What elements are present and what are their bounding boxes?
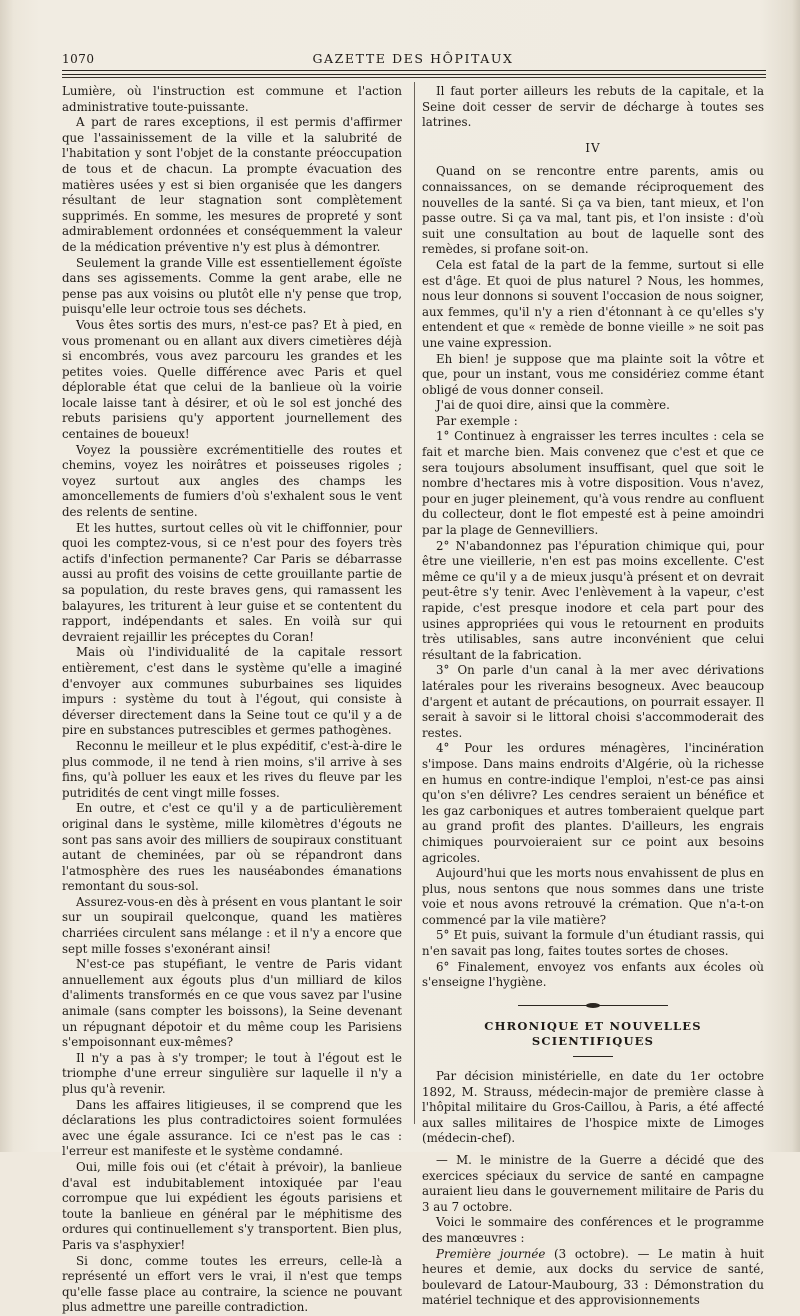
paragraph: J'ai de quoi dire, ainsi que la commère. [436,398,670,413]
paragraph: Et les huttes, surtout celles où vit le chiffonnier, pour quoi les comptez-vous, si ce n'est pour des foyers très actifs d'infection permanente? Car Paris se débarrasse aussi au profit des voisins de cette grouillante partie de sa population, du reste braves gens, qui ramassent les balayures, les triturent à leur guise et se contentent du rapport, indépendants et sales. En voilà sur qui devraient rejaillir les préceptes du Coran! [62,520,402,644]
paragraph: Reconnu le meilleur et le plus expéditif, c'est-à-dire le plus commode, il ne tend à rien moins, s'il arrive à ses fins, qu'à polluer les eaux et les rives du fleuve par les putridités de cent vingt mille fosses. [62,738,402,800]
header-double-rule [62,70,766,75]
paragraph: Voyez la poussière excrémentitielle des routes et chemins, voyez les noirâtres et poisseuses rigoles ; voyez surtout aux angles des champs les amoncellements de fumiers d'où s'exhalent sous le vent des relents de sentine. [62,442,402,520]
paragraph: N'est-ce pas stupéfiant, le ventre de Paris vidant annuellement aux égouts plus d'un milliard de kilos d'aliments transformés en ce que vous savez par l'usine animale (sans compter les boissons), la Seine devenant un répugnant dépotoir et du même coup les Parisiens s'empoisonnant eux-mêmes? [62,957,402,1050]
column-divider [414,82,415,1124]
running-title: GAZETTE DES HÔPITAUX [312,51,514,66]
paragraph-last [422,1247,764,1309]
paragraph: 2° N'abandonnez pas l'épuration chimique qui, pour être une vieillerie, n'en est pas moins excellente. C'est même ce qu'il y a de mieux jusqu'à présent et on devrait peut-être s'y tenir. Avec l'enlèvement à la vapeur, c'est rapide, c'est presque inodore et cela part pour des usines appropriées qui vous le retournent en produits très utilisables, sans autre inconvénient que celui résultant de la fabrication. [422,538,764,662]
paragraph: Dans les affaires litigieuses, il se comprend que les déclarations les plus contradictoires soient formulées avec une égale assurance. Ici ce n'est pas le cas : l'erreur est manifeste et le système condamné. [62,1097,402,1159]
paragraph: 4° Pour les ordures ménagères, l'incinération s'impose. Dans mains endroits d'Algérie, où la richesse en humus en contre-indique l'emploi, n'est-ce pas ainsi qu'on s'en délivre? Les cendres seraient un bénéfice et les gaz carboniques et autres tomberaient quelque part au grand profit des plantes. D'ailleurs, les engrais chimiques pourvoieraient sur ce point aux besoins agricoles. [422,741,764,865]
paragraph: 5° Et puis, suivant la formule d'un étudiant rassis, qui n'en savait pas long, faites toutes sortes de choses. [422,928,764,959]
paragraph: 6° Finalement, envoyez vos enfants aux écoles où s'enseigne l'hygiène. [422,959,764,990]
paragraph: Il faut porter ailleurs les rebuts de la capitale, et la Seine doit cesser de servir de décharge à toutes ses latrines. [422,84,764,130]
paragraph: Aujourd'hui que les morts nous envahissent de plus en plus, nous sentons que nous sommes dans une triste voie et nous avons retrouvé la crémation. Que n'a-t-on commencé par la vile matière? [422,866,764,927]
paragraph: Voici le sommaire des conférences et le programme des manœuvres : [422,1215,764,1245]
paragraph: Oui, mille fois oui (et c'était à prévoir), la banlieue d'aval est indubitablement intoxiquée par l'eau corrompue que lui expédient les égouts parisiens et toute la banlieue en général par le méphitisme des ordures qui continuellement s'y transportent. Bien plus, Paris va s'asphyxier! [62,1159,402,1252]
paragraph: Cela est fatal de la part de la femme, surtout si elle est d'âge. Et quoi de plus naturel ? Nous, les hommes, nous leur donnons si souvent l'occasion de nous soigner, aux femmes, qu'il n'y a rien d'étonnant à ce qu'elles s'y entendent et que « remède de bonne vieille » ne soit pas une vaine expression. [422,257,764,350]
paragraph: Si donc, comme toutes les erreurs, celle-là a représenté un effort vers le vrai, il n'est que temps qu'elle fasse place au contraire, la science ne pouvant plus admettre une pareille contradiction. [62,1253,402,1315]
paragraph: 1° Continuez à engraisser les terres incultes : cela se fait et marche bien. Mais convenez que c'est et que ce sera toujours absolument insuffisant, quel que soit le nombre d'hectares mis à votre disposition. Vous n'avez, pour en juger pleinement, qu'à vous rendre au confluent du collecteur, dont le flot empesté est à peine amoindri par la plage de Gennevilliers. [422,429,764,538]
header-thin-rule [62,77,766,78]
paragraph: A part de rares exceptions, il est permis d'affirmer que l'assainissement de la ville et la salubrité de l'habitation y sont l'objet de la constante préoccupation de tous et de chacun. La prompte évacuation des matières usées y est si bien organisée que les dangers résultant de leur stagnation sont complètement supprimés. En somme, les mesures de propreté y sont admirablement ordonnées et conséquemment la valeur de la médication préventive n'y est plus à démontrer. [62,115,402,254]
italic-lead: Première journée [436,1246,546,1261]
left-column [62,84,402,1316]
paragraph: Il n'y a pas à s'y tromper; le tout à l'égout est le triomphe d'une erreur singulière sur laquelle il n'y a plus qu'à revenir. [62,1050,402,1096]
paragraph: Par exemple : [436,413,518,428]
paragraph: Assurez-vous-en dès à présent en vous plantant le soir sur un soupirail quelconque, quand les matières charriées circulent sans mélange : et il n'y a encore que sept mille fosses s'exonérant ainsi! [62,894,402,956]
paragraph: — M. le ministre de la Guerre a décidé que des exercices spéciaux du service de santé en campagne auraient lieu dans le gouvernement militaire de Paris du 3 au 7 octobre. [422,1153,764,1214]
paragraph: Quand on se rencontre entre parents, amis ou connaissances, on se demande réciproquement des nouvelles de la santé. Si ça va bien, tant mieux, et l'on passe outre. Si ça va mal, tant pis, et l'on insiste : d'où suit une consultation au bout de laquelle sont des remèdes, si profane soit-on. [422,164,764,257]
paragraph: Vous êtes sortis des murs, n'est-ce pas? Et à pied, en vous promenant ou en allant aux divers cimetières déjà si encombrés, vous avez parcouru les grandes et les petites voies. Quelle différence avec Paris et quel déplorable état que celui de la banlieue où la voirie locale laisse tant à désirer, et où le sol est jonché des rebuts parisiens qu'y apportent journellement des centaines de boueux! [62,317,402,442]
paragraph: Seulement la grande Ville est essentiellement égoïste dans ses agissements. Comme la gent arabe, elle ne pense pas aux voisins ou plutôt elle n'y pense que trop, puisqu'elle leur octroie tous ses déchets. [62,255,402,317]
paragraph: Par décision ministérielle, en date du 1er octobre 1892, M. Strauss, médecin-major de première classe à l'hôpital militaire du Gros-Caillou, à Paris, a été affecté aux salles militaires de l'hospice mixte de Limoges (médecin-chef). [422,1069,764,1146]
paragraph-rest: (3 octobre). — Le matin à huit heures et demie, aux docks du service de santé, boulevard de Latour-Maubourg, 33 : Démonstration du matériel technique et des approvisionnements [422,1246,764,1308]
paragraph: 3° On parle d'un canal à la mer avec dérivations latérales pour les riverains besogneux. Avec beaucoup d'argent et autant de précautions, on pourrait essayer. Il serait à savoir si le littoral choisi s'accommoderait des restes. [422,663,764,740]
section-separator [518,1003,668,1009]
right-column [422,84,764,1309]
paragraph: Eh bien! je suppose que ma plainte soit la vôtre et que, pour un instant, vous me considériez comme étant obligé de vous donner conseil. [422,351,764,397]
paragraph: Lumière, où l'instruction est commune et l'action administrative toute-puissante. [62,84,402,114]
section-numeral: IV [585,140,601,155]
chronique-heading: CHRONIQUE ET NOUVELLES SCIENTIFIQUES [484,1018,702,1049]
page-header [62,48,764,72]
paragraph: En outre, et c'est ce qu'il y a de particulièrement original dans le système, mille kilomètres d'égouts ne sont pas sans avoir des milliers de soupiraux constituant autant de cheminées, par où se répandront dans l'atmosphère des rues les nauséabondes émanations remontant du sous-sol. [62,801,402,894]
separator-ornament [586,1003,600,1008]
page-number: 1070 [62,52,95,66]
heading-underline [573,1056,613,1057]
paragraph: Mais où l'individualité de la capitale ressort entièrement, c'est dans le système qu'elle a imaginé d'envoyer aux communes suburbaines ses liquides impurs : système du tout à l'égout, qui consiste à déverser directement dans la Seine tout ce qu'il y a de pire en substances putrescibles et germes pathogènes. [62,645,402,738]
